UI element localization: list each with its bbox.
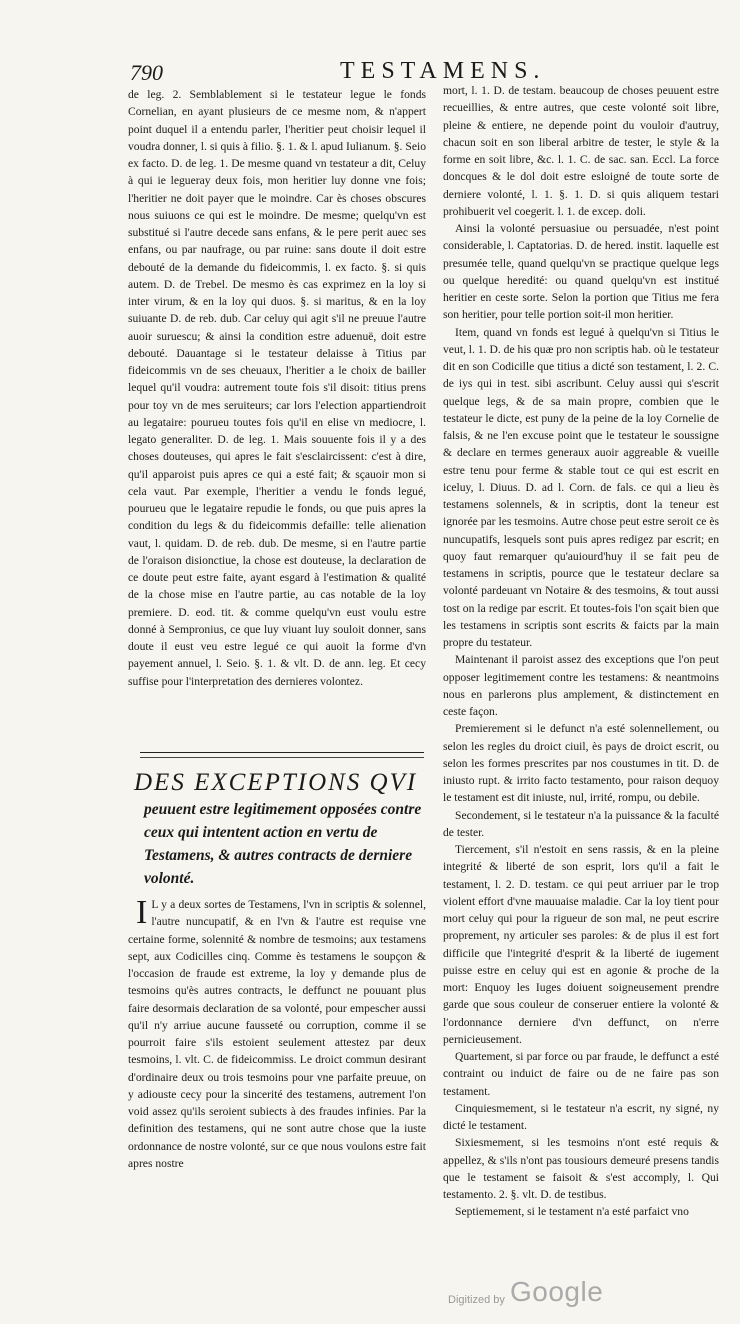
digitized-by-text: Digitized by [448, 1294, 505, 1306]
right-paragraph: Sixiesmement, si les tesmoins n'ont esté requis & appellez, & s'ils n'ont pas tousiours demeuré presens tandis que le testament se faisoit & s'est accomply, l. Qui testamento. 2. §. vlt. D. de testibus. [443, 1136, 719, 1201]
section-separator [140, 752, 424, 753]
left-column-body [128, 896, 426, 1172]
section-heading [134, 768, 426, 890]
google-logo: Google [510, 1276, 604, 1307]
left-paragraph: de leg. 2. Semblablement si le testateur legue le fonds Cornelian, en ayant plusieurs de ce mesme nom, & n'appert point duquel il a entendu parler, l'heritier peut choisir lequel il voudra donner, l. si quis à filio. §. 1. & l. apud Iulianum. §. Seio ex facto. D. de leg. 1. De mesme quand vn testateur a dit, Celuy à qui ie legueray deux fois, mon heritier luy donne vne fois; l'heritier ne doit payer que le moindre. Car ès choses obscures nous suiuons ce qui est le moindre. De mesme; quelqu'vn est substitué si l'autre decede sans enfans, & le pere perit auec ses enfans, ou par naufrage, ou par ruine: sans doute il doit estre debouté de la demande du fideicommis, l. ex facto. §. si quis autem. D. de Trebel. De mesmo ès cas exprimez en la loy si inter virum, & en la loy qui duos. §. si maritus, & en la loy suiuante D. de reb. dub. Car celuy qui agit s'il ne preuue l'autre auoir suruescu; & ainsi la condition estre aduenuë, doit estre debouté. Dauantage si le testateur delaisse à Titius par fideicommis vn de ses cheuaux, l'heritier a le choix de bailler lequel qu'il voudra: autrement toute fois s'il disoit: titius prens pour toy vn de mes seruiteurs; car lors l'election appartiendroit au legataire: pourueu toutes fois qu'il en elise vn mediocre, l. legato generaliter. D. de leg. 1. Mais souuente fois il y a des choses douteuses, qui apres le fait s'esclaircissent: c'est à dire, qu'il apparoist puis apres ce qui a esté fait; & sçauoir mon si cela vaut. Par exemple, l'heritier a vendu le fonds legué, pourueu que le legataire repudie le fonds, ou que puis apres la condition du legs & du fideicommis defaille: telle alienation vaut, l. quidam. D. de reb. dub. De mesme, si en l'autre partie de l'oraison disionctiue, la chose est douteuse, la declaration de ce doute peut estre faite, ayant esgard à l'estimation & qualité de la chose mise en l'autre partie, au cas notable de la loy premiere. D. eod. tit. & comme quelqu'vn eust voulu estre donné à Sempronius, ce que luy viuant luy souloit donner, sans doute il eust veu estre legué ce qui auoit la forme d'vn payement annuel, l. Seio. §. 1. & vlt. D. de ann. leg. Et cecy suffise pour l'interpretation des dernieres volontez. [128, 88, 426, 688]
digitization-footer [440, 1276, 740, 1316]
section-heading-caps: DES EXCEPTIONS QVI [134, 769, 418, 796]
section-heading-rest: peuuent estre legitimement opposées contre ceux qui intentent action en vertu de Testamens, & autres contracts de derniere volonté. [144, 801, 422, 887]
left-column-upper [128, 86, 426, 690]
running-title: TESTAMENS. [340, 58, 546, 84]
body-text: L y a deux sortes de Testamens, l'vn in scriptis & solennel, l'autre nuncupatif, & en l'vn & l'autre est requise vne certaine forme, solennité & nombre de tesmoins; aux testamens sept, aux Codicilles cinq. Comme ès testamens le soupçon & l'occasion de fraude est extreme, la loy y demande plus de tesmoins qu'ès autres contracts, le deffunct ne pouuant plus faire desormais declaration de sa volonté, pour empescher aussi qu'il n'y arriue aucune fausseté ou corruption, comme il se pourroit faire s'ils estoient seulement attestez par deux tesmoins, l. vlt. C. de fideicommiss. Le droict commun desirant d'ordinaire deux ou trois tesmoins pour vne parfaite preuue, on y adiouste cecy pour la sincerité des testamens, autrement l'on void assez qu'ils seroient subiects à des fraudes infinies. Par la definition des testamens, qui ne sont autre chose que la iuste ordonnance de nostre volonté, sur ce que nous voulons estre fait apres nostre [128, 898, 426, 1170]
right-paragraph: Quartement, si par force ou par fraude, le deffunct a esté contraint ou induict de faire ou de ne faire pas son testament. [443, 1050, 719, 1098]
right-paragraph: Tiercement, s'il n'estoit en sens rassis, & en la pleine integrité & liberté de son esprit, lors qu'il a fait le testament, l. 2. D. testam. ce qui peut arriuer par le trop violent effort d'vne mauuaise maladie. Car la loy tient pour mort celuy qui pour la rigueur de son mal, ne peut escrire proprement, ny articuler ses paroles: & de plus il est fort difficile que l'integrité d'esprit & la liberté de iugement puisse estre en celuy qui est en agonie & proche de la mort: Enquoy les Iuges doiuent soigneusement prendre garde que sous couleur de conseruer entiere la volonté & l'ordonnance derniere d'vn deffunct, on n'erre pernicieusement. [443, 843, 719, 1046]
right-paragraph: Maintenant il paroist assez des exceptions que l'on peut opposer legitimement contre les testamens: & neantmoins nous en parlerons plus amplement, & distinctement en ceste façon. [443, 653, 719, 718]
page-number: 790 [130, 60, 163, 85]
right-paragraph: Item, quand vn fonds est legué à quelqu'vn si Titius le veut, l. 1. D. de his quæ pro non scriptis hab. où le testateur dit en son Codicille que titius a dicté son testament, l. 2. C. de iys qui in test. sibi ascribunt. Celuy aussi qui s'escrit quelque legs, & de sa main propre, combien que le testateur le dicte, est puny de la peine de la loy Cornelie de falsis, & ne l'en excuse point que le testateur le soussigne & declare en termes generaux auoir aggreable & vueille estre tenu pour ferme & stable tout ce qui est escrit en iceluy, l. Diuus. D. ad l. Corn. de fals. ce qui a lieu ès testamens solennels, & in scriptis, dont la teneur est ignorée par les tesmoins. Autre chose peut estre seroit ce ès nuncupatifs, lesquels sont puis apres redigez par escrit; en quoy faut remarquer qu'auiourd'huy il se fait peu de testamens in scriptis, pource que le testateur declare sa volonté pardeuant vn Notaire & des tesmoins, & tout aussi tost on la redige par escrit. Et toutes-fois l'on sçait bien que les testamens in scriptis sont escrits & faicts par la main propre du testateur. [443, 325, 719, 649]
right-paragraph: mort, l. 1. D. de testam. beaucoup de choses peuuent estre recueillies, & entre autres, que ceste volonté soit libre, pleine & entiere, ne depende point du vouloir d'autruy, chacun soit en son liberal arbitre de tester, le style & la forme en soit libre, &c. l. 1. C. de sac. san. Eccl. La force doncques & le dol doit estre esloigné de toute sorte de derniere volonté, l. 1. §. 1. D. si quis aliquem testari prohibuerit vel coegerit. l. 1. de excep. doli. [443, 84, 719, 218]
right-paragraph: Ainsi la volonté persuasiue ou persuadée, n'est point considerable, l. Captatorias. D. de hered. instit. laquelle est presumée telle, quand quelqu'vn se practique quelque legs ou quelque heredité: ou quand quelqu'vn est institué heritier en ceste sorte. Selon la portion que Titius me fera son heritier, pour telle portion soit-il mon heritier. [443, 222, 719, 322]
right-paragraph: Septiemement, si le testament n'a esté parfaict vno [455, 1205, 689, 1219]
right-paragraph: Premierement si le defunct n'a esté solennellement, ou selon les regles du droict ciuil, ès pays de droict escrit, ou selon les formes prescrites par nos coustumes in tit. D. de iniusto rupt. & irrito facto testamento, pour raison dequoy le testament est dit iniuste, nul, irrité, rompu, ou debile. [443, 722, 719, 805]
body-paragraph [128, 896, 426, 1172]
right-paragraph: Secondement, si le testateur n'a la puissance & la faculté de tester. [443, 808, 719, 839]
right-column [443, 82, 719, 1221]
drop-cap: I [136, 894, 148, 931]
section-separator-dotted [140, 757, 424, 758]
right-paragraph: Cinquiesmement, si le testateur n'a escrit, ny signé, ny dicté le testament. [443, 1101, 719, 1132]
